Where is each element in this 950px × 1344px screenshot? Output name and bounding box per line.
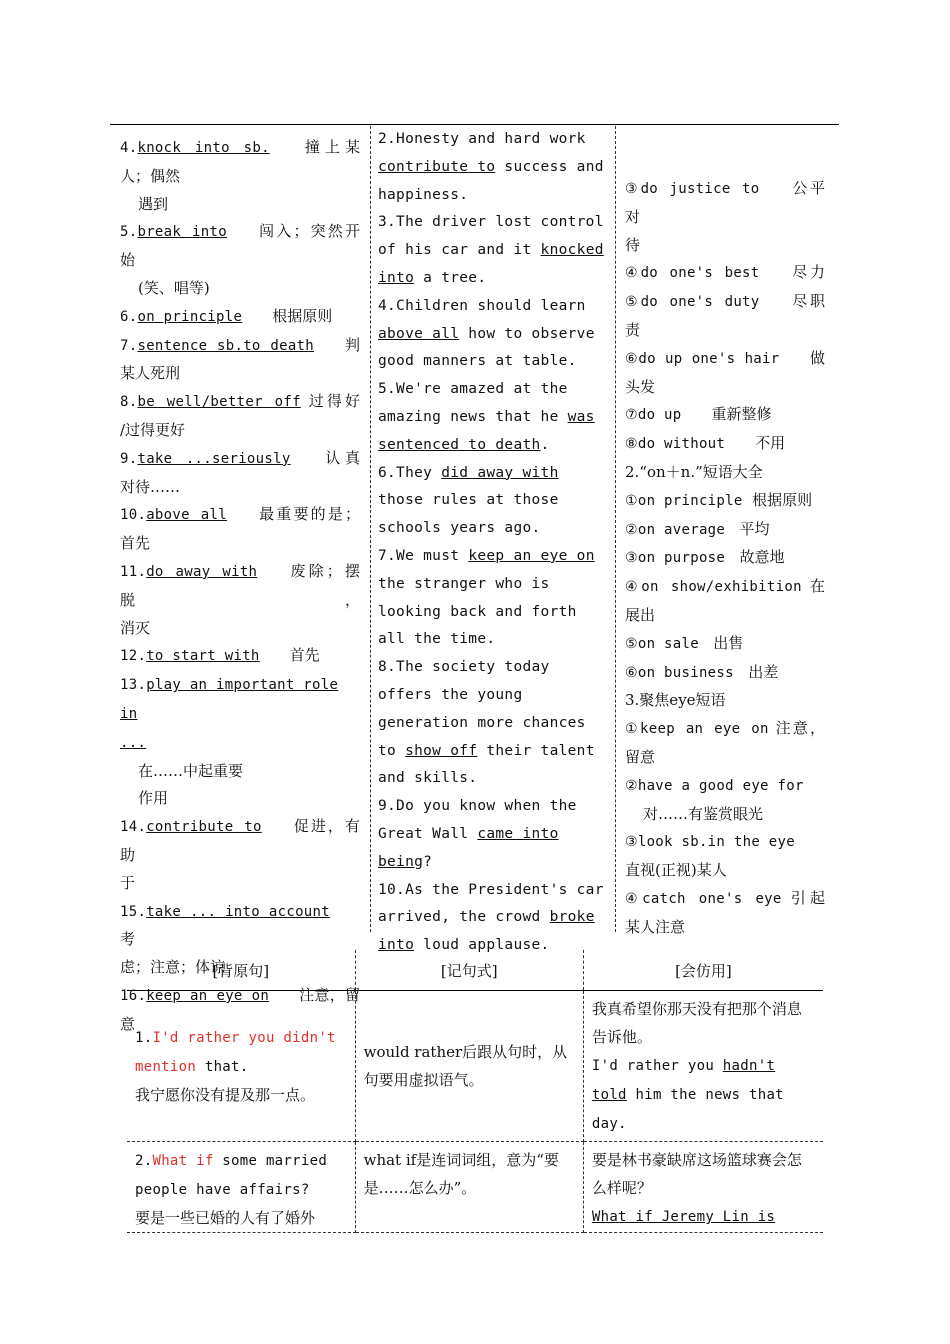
list-item: 10.above all 最重要的是；: [120, 505, 360, 524]
table-cell: what if是连词词组，意为“要是……怎么办”。: [355, 1142, 583, 1233]
list-item-cont: 意: [120, 1014, 136, 1033]
list-item-cont: 直视(正视)某人: [625, 861, 727, 880]
list-item: 8.be well/better off 过得好: [120, 392, 360, 411]
list-item-cont: 首先: [120, 534, 151, 553]
phrase-column-1: [120, 134, 360, 1039]
list-item: 10.As the President's car arrived, the crowd broke into loud applause.: [378, 881, 604, 954]
list-item: 6.on principle 根据原则: [120, 306, 333, 325]
list-item: ⑤on sale 出售: [625, 633, 744, 652]
table-header: [背原句]: [127, 950, 355, 991]
list-item-cont: 某人注意: [625, 917, 686, 936]
list-item-cont: 头发: [625, 377, 656, 396]
table-cell: 我真希望你那天没有把那个消息告诉他。 I'd rather you hadn't told him the news that day.: [583, 991, 823, 1142]
list-item-cont: 始: [120, 251, 136, 270]
list-item: ⑦do up 重新整修: [625, 405, 772, 424]
section-heading: 2.“on＋n.”短语大全: [625, 462, 763, 481]
list-item-cont: 留意: [625, 747, 656, 766]
list-item: ④catch one's eye 引起: [625, 888, 825, 907]
list-item: ③on purpose 故意地: [625, 548, 785, 567]
phrase-column-2: [378, 126, 606, 960]
table-cell: would rather后跟从句时，从句要用虚拟语气。: [355, 991, 583, 1142]
table-row: [127, 991, 823, 1142]
table-cell: 2.What if some married people have affairs? 要是一些已婚的人有了婚外: [127, 1142, 355, 1233]
list-item-cont: (笑、唱等): [138, 278, 210, 297]
list-item-cont: 展出: [625, 605, 656, 624]
list-item: 16.keep an eye on 注意，留: [120, 985, 360, 1004]
phrase-column-3: [625, 175, 825, 942]
top-rule: [110, 124, 839, 125]
list-item: 5.break into 闯入；突然开: [120, 222, 360, 241]
list-item: 2.Honesty and hard work contribute to success and happiness.: [378, 131, 604, 203]
list-item: 5.We're amazed at the amazing news that he was sentenced to death.: [378, 381, 595, 453]
table-row: [127, 1142, 823, 1233]
table-header: [记句式]: [355, 950, 583, 991]
list-item: ⑤do one's duty 尽职责: [625, 292, 825, 339]
list-item-cont: 作用: [138, 789, 169, 808]
list-item: 9.Do you know when the Great Wall came into being?: [378, 798, 577, 870]
list-item-cont: 对……有鉴赏眼光: [643, 804, 764, 823]
list-item: 8.The society today offers the young generation more chances to show off their talent and skills.: [378, 659, 595, 787]
list-item: ①on principle 根据原则: [625, 490, 813, 509]
list-item-cont: 虑；注意；体谅: [120, 958, 226, 977]
list-item: ④do one's best 尽力: [625, 263, 825, 282]
list-item: 9.take ...seriously 认真: [120, 448, 360, 467]
list-item: 4.Children should learn above all how to observe good manners at table.: [378, 297, 595, 370]
list-item: 4.knock into sb. 撞上某: [120, 138, 360, 156]
table-cell: 要是林书豪缺席这场篮球赛会怎么样呢？ What if Jeremy Lin is: [583, 1142, 823, 1233]
list-item: ②on average 平均: [625, 519, 770, 538]
list-item-cont: 于: [120, 873, 136, 892]
list-item-cont: 待: [625, 235, 641, 254]
list-item: ③look sb.in the eye: [625, 834, 795, 851]
list-item: ④on show/exhibition 在: [625, 577, 825, 596]
list-item: 11.do away with 废除；摆脱，: [120, 561, 360, 609]
list-item: 7.We must keep an eye on the stranger who is looking back and forth all the time.: [378, 547, 595, 648]
list-item-cont: 对待……: [120, 477, 181, 496]
list-item: 15.take ... into account考: [120, 903, 330, 949]
list-item: ③do justice to 公平对: [625, 179, 825, 226]
sentence-table: [127, 950, 823, 1233]
list-item-cont: /过得更好: [120, 420, 186, 439]
list-item: 3.The driver lost control of his car and it knocked into a tree.: [378, 214, 604, 286]
list-item: ②have a good eye for: [625, 777, 804, 794]
table-header: [会仿用]: [583, 950, 823, 991]
list-item-cont: 在……中起重要: [138, 761, 244, 780]
list-item: 14.contribute to 促进，有助: [120, 817, 360, 864]
list-item: ⑧do without 不用: [625, 434, 786, 453]
list-item-cont: 某人死刑: [120, 364, 181, 383]
list-item: ⑥do up one's hair 做: [625, 348, 825, 367]
list-item: 13.play an important role in: [120, 677, 339, 722]
list-item: 12.to start with 首先: [120, 646, 320, 665]
column-divider: [370, 126, 371, 932]
table-cell: 1.I'd rather you didn't mention that. 我宁愿你没有提及那一点。: [127, 991, 355, 1142]
list-item-cont: 遇到: [138, 194, 169, 213]
list-item: ⑥on business 出差: [625, 662, 779, 681]
section-heading: 3.聚焦eye短语: [625, 691, 726, 710]
list-item-cont: ...: [120, 734, 147, 751]
column-divider: [615, 126, 616, 932]
list-item: 7.sentence sb.to death 判: [120, 335, 360, 354]
list-item-cont: 人；偶然: [120, 166, 181, 185]
list-item: ①keep an eye on 注意，: [625, 719, 825, 738]
list-item: 6.They did away with those rules at those schools years ago.: [378, 464, 559, 537]
list-item-cont: 消灭: [120, 618, 151, 637]
